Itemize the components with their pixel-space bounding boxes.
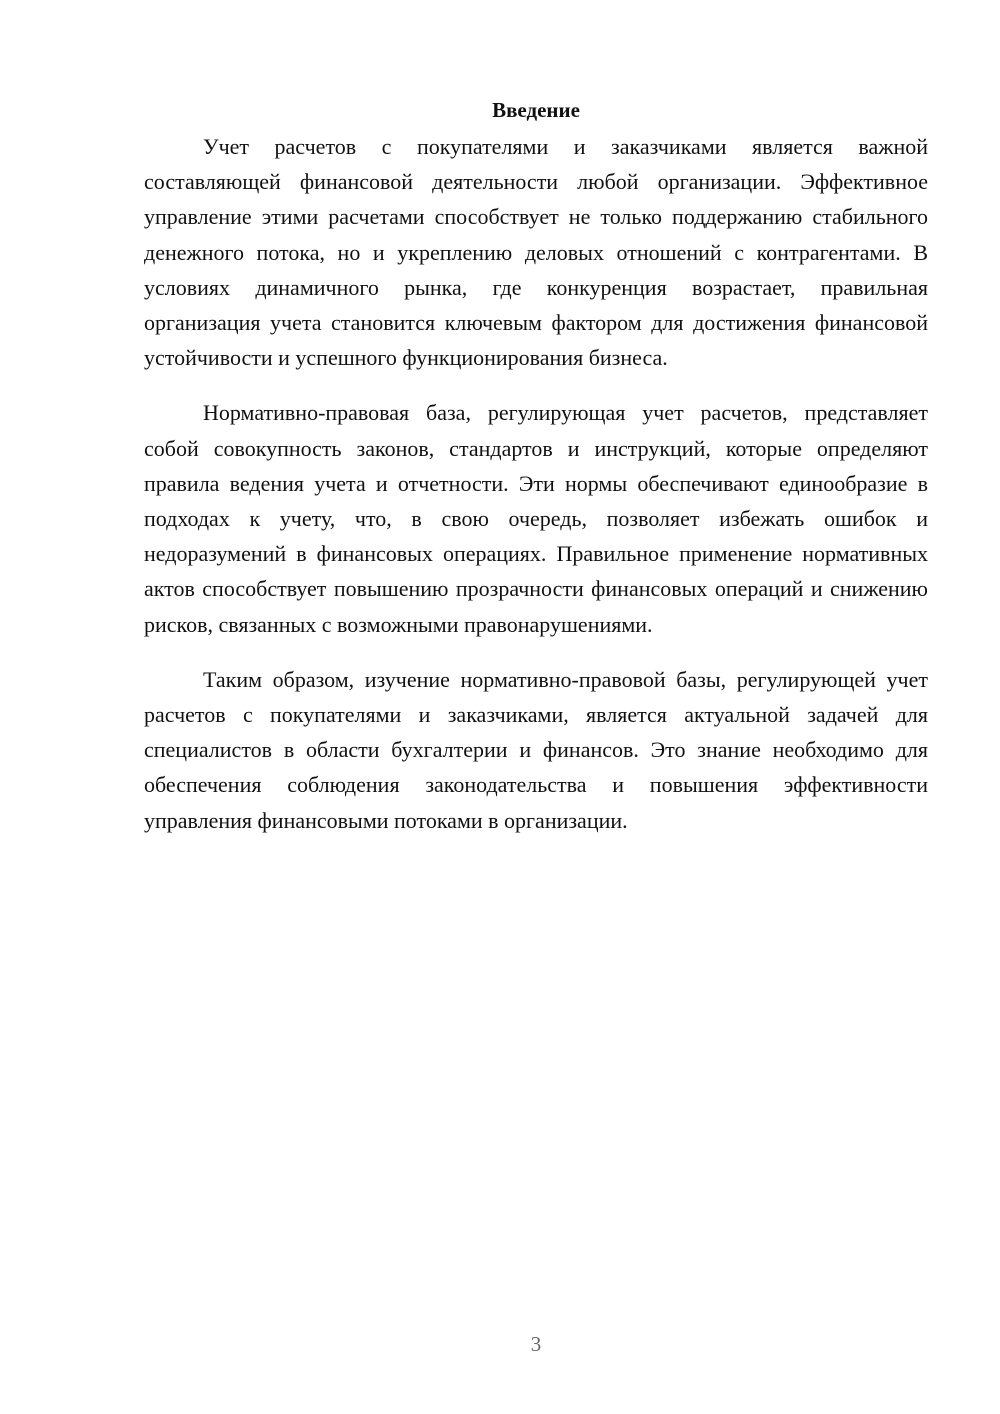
document-body — [144, 93, 928, 858]
paragraph-2: Нормативно-правовая база, регулирующая учет расчетов, представляет собой совокупность законов, стандартов и инструкций, которые определяют правила ведения учета и отчетности. Эти нормы обеспечивают единообразие в подходах к учету, что, в свою очередь, позволяет избежать ошибок и недоразумений в финансовых операциях. Правильное применение нормативных актов способствует повышению прозрачности финансовых операций и снижению рисков, связанных с возможными правонарушениями. — [144, 400, 928, 637]
paragraph-1: Учет расчетов с покупателями и заказчиками является важной составляющей финансовой деятельности любой организации. Эффективное управление этими расчетами способствует не только поддержанию стабильного денежного потока, но и укреплению деловых отношений с контрагентами. В условиях динамичного рынка, где конкуренция возрастает, правильная организация учета становится ключевым фактором для достижения финансовой устойчивости и успешного функционирования бизнеса. — [144, 134, 928, 371]
page-number: 3 — [530, 1332, 542, 1356]
paragraph-3: Таким образом, изучение нормативно-правовой базы, регулирующей учет расчетов с покупателями и заказчиками, является актуальной задачей для специалистов в области бухгалтерии и финансов. Это знание необходимо для обеспечения соблюдения законодательства и повышения эффективности управления финансовыми потоками в организации. — [144, 666, 928, 833]
section-title: Введение — [492, 98, 580, 122]
